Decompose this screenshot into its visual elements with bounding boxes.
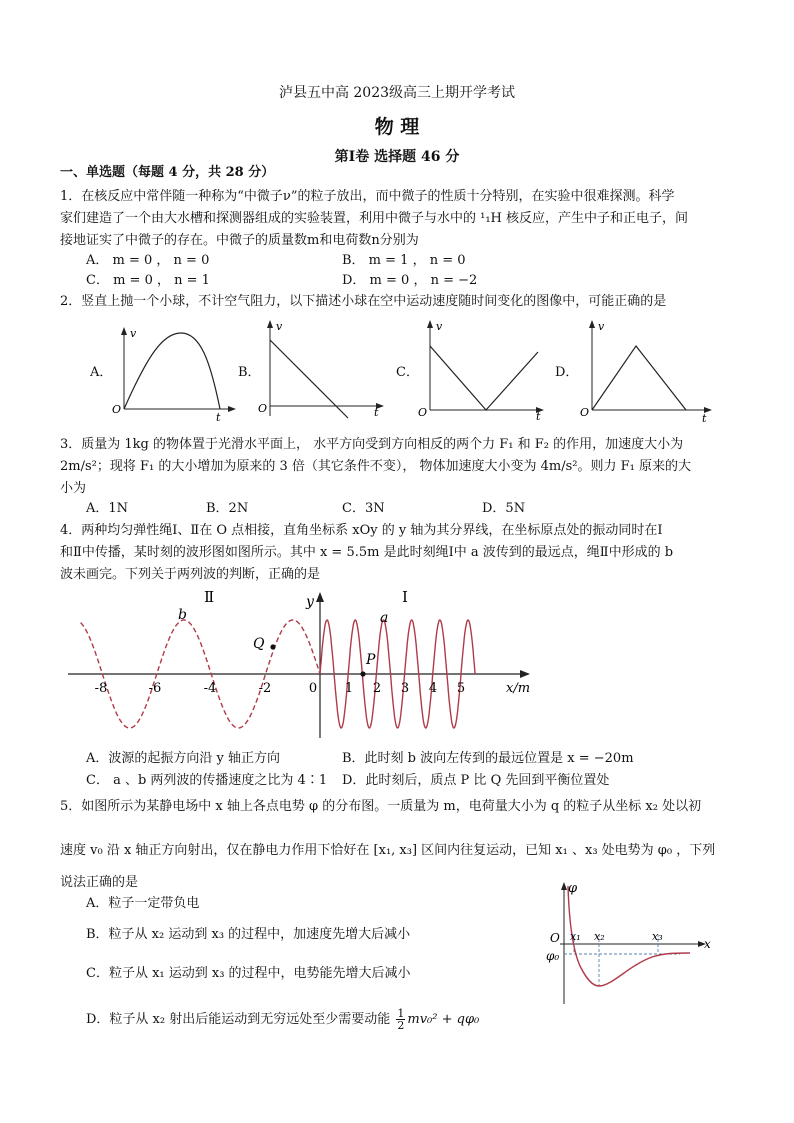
q4-option-b: B．此时刻 b 波向左传到的最远位置是 x = −20m [342,751,634,766]
q4-wave-figure [0,586,794,746]
svg-text:v: v [598,320,605,333]
q2-label-c: C． [396,365,419,380]
q5-option-a: A．粒子一定带负电 [86,896,200,911]
q1-option-d: D． m = 0 ， n = −2 [342,273,478,288]
q3-option-a: A．1N [86,501,129,516]
label-O: O [550,931,560,945]
label-phi: φ [568,881,578,896]
tick-label: 1 [344,681,354,696]
label-y: y [306,594,314,610]
tick-label: 5 [456,681,466,696]
svg-text:O: O [258,402,268,415]
q5-line1: 5．如图所示为某静电场中 x 轴上各点电势 φ 的分布图。一质量为 m，电荷量大小为 q 的粒子从坐标 x₂ 处以初 [60,799,702,814]
label-rope-II: Ⅱ [204,588,215,606]
q1-line1: 1．在核反应中常伴随一种称为“中微子ν”的粒子放出，而中微子的性质十分特别，在实验中很难探测。科学 [60,189,675,204]
q4-option-a: A．波源的起振方向沿 y 轴正方向 [86,751,280,766]
part-title: 第Ⅰ卷 选择题 46 分 [334,149,460,165]
label-x3: x₃ [652,930,663,943]
label-P: P [366,652,376,668]
q5-option-d: D．粒子从 x₂ 射出后能运动到无穷远处至少需要动能 $\frac{1}{2}$ mv₀² + qφ₀ [86,1007,480,1032]
q4-line1: 4．两种均匀弹性绳Ⅰ、Ⅱ在 O 点相接，直角坐标系 xOy 的 y 轴为其分界线，在坐标原点处的振动同时在Ⅰ [60,523,663,538]
q1-line2: 家们建造了一个由大水槽和探测器组成的实验装置，利用中微子与水中的 ¹₁H 核反应，产生中子和正电子，间 [60,211,689,226]
exam-header: 泸县五中高 2023级高三上期开学考试 [278,85,516,101]
q2-graph-c [418,318,550,423]
section-title: 一、单选题（每题 4 分，共 28 分） [60,165,275,180]
q3-option-d: D．5N [482,501,526,516]
label-a: a [380,610,389,626]
q2-graph-a [108,325,240,423]
q2-label-d: D． [555,365,579,380]
q3-option-c: C．3N [342,501,385,516]
q4-option-d: D．此时刻后，质点 P 比 Q 先回到平衡位置处 [342,773,610,788]
tick-label: 2 [372,681,382,696]
label-rope-I: Ⅰ [402,588,408,606]
axis-t-label: t [216,411,221,424]
tick-label: 3 [400,681,410,696]
tick-label: -4 [203,681,217,696]
tick-label: 4 [428,681,438,696]
label-phi0: φ₀ [546,949,560,963]
q1-option-c: C． m = 0 ， n = 1 [86,273,210,288]
svg-text:O: O [418,406,428,419]
label-x2: x₂ [594,930,605,943]
q5-line2: 速度 v₀ 沿 x 轴正方向射出，仅在静电力作用下恰好在 [x₁, x₃] 区间内往复运动，已知 x₁ 、x₃ 处电势为 φ₀ ，下列 [60,843,716,858]
q3-line2: 2m/s²；现将 F₁ 的大小增加为原来的 3 倍（其它条件不变）， 物体加速度大小变为 4m/s²。则力 F₁ 原来的大 [60,459,692,474]
label-Q: Q [253,636,265,652]
q1-line3: 接地证实了中微子的存在。中微子的质量数m和电荷数n分别为 [60,233,419,248]
svg-text:v: v [436,320,443,333]
tick-label: -8 [94,681,108,696]
label-x: x [704,937,711,951]
svg-text:v: v [276,320,283,333]
label-x1: x₁ [570,930,581,943]
q5-option-c: C．粒子从 x₁ 运动到 x₃ 的过程中，电势能先增大后减小 [86,966,411,981]
q2-graph-b [256,318,388,418]
svg-text:t: t [702,412,707,425]
q2-graph-d [580,318,720,425]
svg-text:t: t [374,406,379,419]
q4-option-c: C． a 、b 两列波的传播速度之比为 4∶1 [86,773,328,788]
subject-title: 物 理 [374,116,420,138]
q2-label-a: A． [90,365,113,380]
tick-label: -2 [258,681,272,696]
q2-label-b: B． [238,365,261,380]
q5-option-b: B．粒子从 x₂ 运动到 x₃ 的过程中，加速度先增大后减小 [86,927,411,942]
svg-text:t: t [536,410,541,423]
q3-line1: 3．质量为 1kg 的物体置于光滑水平面上， 水平方向受到方向相反的两个力 F₁ 和 F₂ 的作用，加速度大小为 [60,437,684,452]
tick-label: 0 [308,681,318,696]
label-b: b [178,607,187,623]
q3-option-b: B．2N [206,501,249,516]
q4-line2: 和Ⅱ中传播，某时刻的波形图如图所示。其中 x = 5.5m 是此时刻绳Ⅰ中 a 波传到的最远点，绳Ⅱ中形成的 b [60,545,674,560]
svg-text:O: O [580,406,590,419]
q1-option-a: A． m = 0 ， n = 0 [86,253,210,268]
axis-v-label: v [130,327,137,340]
q4-line3: 波未画完。下列关于两列波的判断，正确的是 [60,567,321,582]
q5-potential-figure [540,878,720,1008]
label-x: x/m [506,681,531,696]
origin-label: O [112,403,122,416]
q5-line3: 说法正确的是 [60,875,139,890]
q3-line3: 小为 [60,481,87,496]
tick-label: -6 [148,681,162,696]
q2-stem: 2．竖直上抛一个小球，不计空气阻力，以下描述小球在空中运动速度随时间变化的图像中，可能正确的是 [60,294,667,309]
q1-option-b: B． m = 1 ， n = 0 [342,253,466,268]
